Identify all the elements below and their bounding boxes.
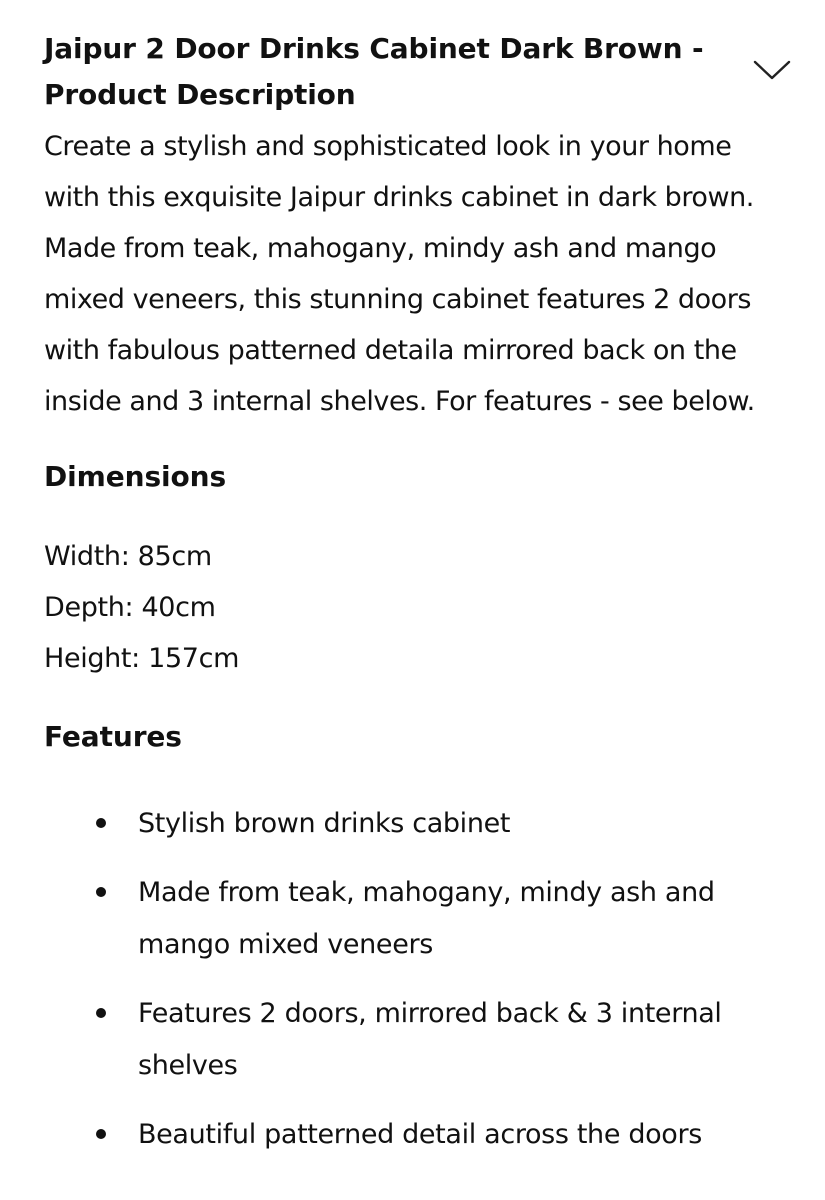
bullet-icon bbox=[96, 887, 106, 897]
dimension-width: Width: 85cm bbox=[44, 541, 212, 572]
dimensions-list bbox=[44, 531, 444, 684]
description-line: Made from teak, mahogany, mindy ash and mango bbox=[44, 233, 717, 264]
description-line: inside and 3 internal shelves. For features - see below. bbox=[44, 386, 755, 417]
product-description-accordion-header[interactable] bbox=[44, 26, 804, 122]
chevron-down-button[interactable] bbox=[750, 52, 794, 88]
description-line: with fabulous patterned detaila mirrored back on the bbox=[44, 335, 737, 366]
feature-text bbox=[138, 988, 786, 1092]
feature-list-item bbox=[96, 1109, 786, 1161]
description-line: with this exquisite Jaipur drinks cabinet in dark brown. bbox=[44, 182, 754, 213]
feature-list-item bbox=[96, 988, 786, 1092]
feature-list-item bbox=[96, 867, 786, 971]
feature-text-line: Beautiful patterned detail across the doors bbox=[138, 1119, 702, 1150]
description-line: Create a stylish and sophisticated look in your home bbox=[44, 131, 732, 162]
dimensions-heading: Dimensions bbox=[44, 460, 227, 493]
product-description-title bbox=[44, 26, 734, 118]
product-description-title-line-2: Product Description bbox=[44, 78, 356, 111]
chevron-down-icon bbox=[753, 58, 791, 82]
feature-text-line: shelves bbox=[138, 1050, 238, 1081]
feature-text-line: Made from teak, mahogany, mindy ash and bbox=[138, 877, 715, 908]
product-description-copy bbox=[44, 121, 804, 427]
dimension-height: Height: 157cm bbox=[44, 643, 240, 674]
bullet-icon bbox=[96, 1008, 106, 1018]
product-description-title-line-1: Jaipur 2 Door Drinks Cabinet Dark Brown - bbox=[44, 32, 704, 65]
bullet-icon bbox=[96, 818, 106, 828]
feature-text bbox=[138, 867, 786, 971]
bullet-icon bbox=[96, 1129, 106, 1139]
feature-text bbox=[138, 1109, 786, 1161]
description-line: mixed veneers, this stunning cabinet features 2 doors bbox=[44, 284, 752, 315]
feature-text-line: Features 2 doors, mirrored back & 3 internal bbox=[138, 998, 722, 1029]
feature-list-item bbox=[96, 798, 786, 850]
feature-text-line: mango mixed veneers bbox=[138, 929, 433, 960]
feature-text bbox=[138, 798, 786, 850]
features-list bbox=[96, 798, 786, 1178]
features-heading: Features bbox=[44, 720, 182, 753]
feature-text-line: Stylish brown drinks cabinet bbox=[138, 808, 511, 839]
dimension-depth: Depth: 40cm bbox=[44, 592, 216, 623]
